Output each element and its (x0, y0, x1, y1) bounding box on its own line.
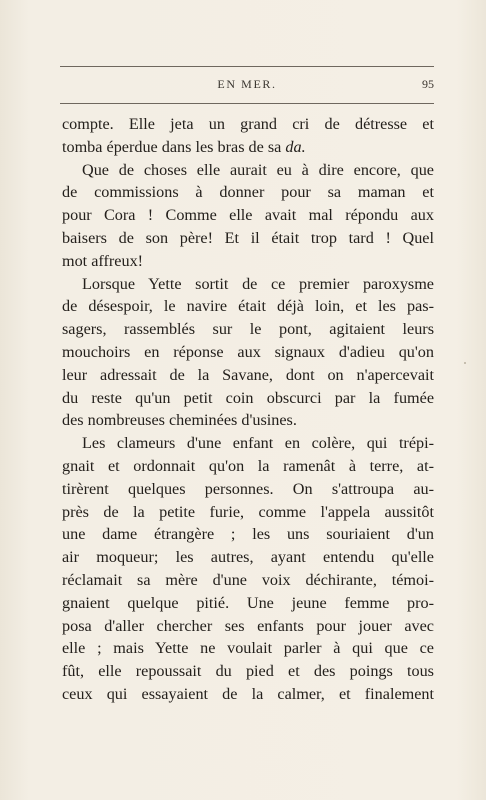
text-line-content: tirèrent quelques personnes. On s'attroupa au- (62, 479, 434, 498)
text-line-content: des nombreuses cheminées d'usines. (62, 411, 297, 430)
text-line (62, 409, 434, 432)
paper-speck (464, 362, 466, 364)
text-line-content: gnaient quelque pitié. Une jeune femme pro- (62, 593, 434, 612)
text-line (62, 136, 434, 159)
text-line (62, 478, 434, 501)
text-line (62, 227, 434, 250)
text-line (62, 455, 434, 478)
text-line-content: de commissions à donner pour sa maman et (62, 183, 434, 202)
text-line (62, 660, 434, 683)
text-line-content: compte. Elle jeta un grand cri de détresse et (62, 115, 434, 133)
text-line (62, 159, 434, 182)
text-line (62, 181, 434, 204)
text-line-content: sagers, rassemblés sur le pont, agitaient leurs (62, 320, 434, 339)
text-line (62, 341, 434, 364)
text-line-content: Les clameurs d'une enfant en colère, qui trépi- (82, 434, 434, 453)
text-line (62, 295, 434, 318)
text-line (62, 615, 434, 638)
text-line (62, 364, 434, 387)
running-title: EN MER. (217, 77, 277, 91)
text-line-content: Lorsque Yette sortit de ce premier paroxysme (82, 274, 434, 293)
text-line-content: leur adressait de la Savane, dont on n'apercevait (62, 365, 434, 384)
text-line (62, 273, 434, 296)
text-line-content: gnait et ordonnait qu'on la ramenât à terre, at- (62, 456, 434, 475)
text-line-content: de désespoir, le navire était déjà loin, et les pas- (62, 297, 434, 316)
text-line-content: Que de choses elle aurait eu à dire encore, que (82, 160, 434, 179)
text-line-content: réclamait sa mère d'une voix déchirante, témoi- (62, 570, 434, 589)
text-line-content: mouchoirs en réponse aux signaux d'adieu qu'on (62, 342, 434, 361)
italic-word: da. (285, 137, 306, 156)
text-line-content: elle ; mais Yette ne voulait parler à qui que ce (62, 639, 434, 658)
text-line (62, 569, 434, 592)
text-line (62, 204, 434, 227)
text-line (62, 546, 434, 569)
text-line-content: ceux qui essayaient de la calmer, et finalement (62, 684, 434, 703)
body-text (62, 113, 434, 706)
header-bottom-rule (60, 103, 434, 104)
text-line (62, 113, 434, 136)
text-line-content: mot affreux! (62, 251, 144, 270)
text-line (62, 592, 434, 615)
text-line-content: tomba éperdue dans les bras de sa (62, 137, 286, 156)
text-line-content: posa d'aller chercher ses enfants pour jouer avec (62, 616, 434, 635)
text-line (62, 637, 434, 660)
running-head (60, 77, 434, 95)
text-line-content: air moqueur; les autres, ayant entendu qu'elle (62, 548, 434, 567)
text-line (62, 501, 434, 524)
text-line (62, 250, 434, 273)
text-line (62, 683, 434, 706)
text-line-content: baisers de son père! Et il était trop tard ! Quel (62, 228, 434, 247)
text-line (62, 318, 434, 341)
text-line-content: du reste qu'un petit coin obscurci par la fumée (62, 388, 434, 407)
text-line (62, 523, 434, 546)
text-line-content: fût, elle repoussait du pied et des poings tous (62, 662, 434, 681)
text-line (62, 432, 434, 455)
text-line (62, 387, 434, 410)
text-line-content: près de la petite furie, comme l'appela aussitôt (62, 502, 434, 521)
text-line-content: pour Cora ! Comme elle avait mal répondu aux (62, 206, 434, 225)
text-line-content: une dame étrangère ; les uns souriaient d'un (62, 525, 434, 544)
page-number: 95 (422, 77, 434, 91)
header-top-rule (60, 66, 434, 67)
